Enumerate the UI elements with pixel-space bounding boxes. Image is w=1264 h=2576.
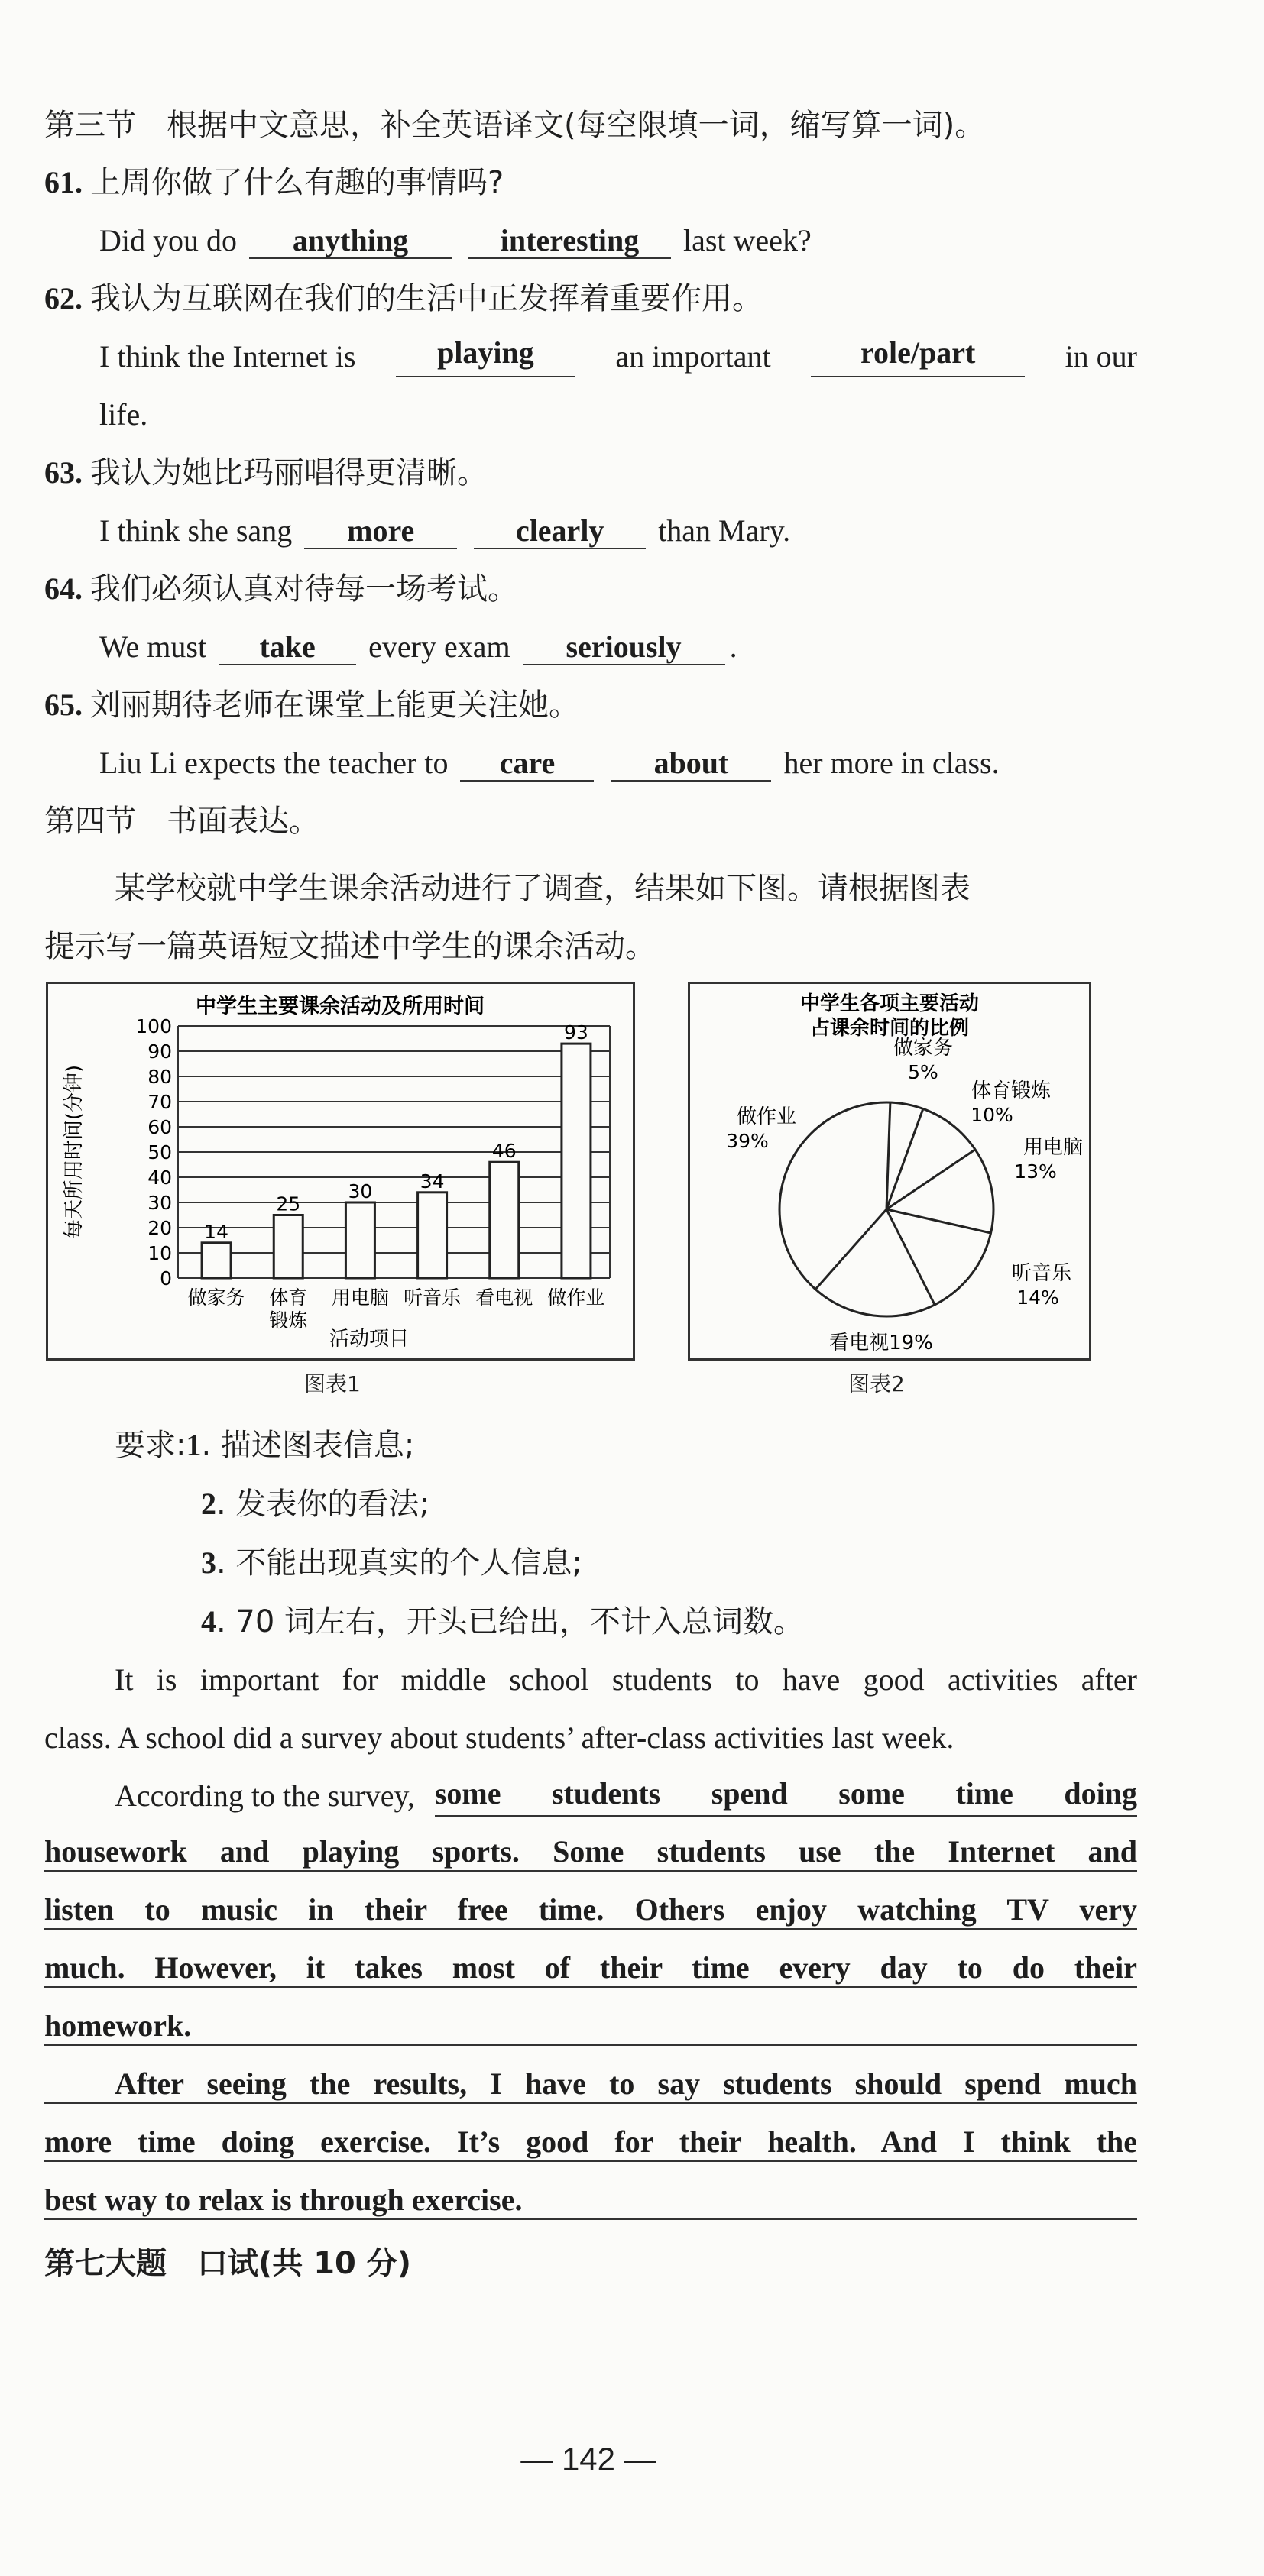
pie-title-line2: 占课余时间的比例 (809, 1017, 970, 1040)
q63-english: I think she sang more clearly than Mary. (99, 513, 791, 548)
chart2-caption: 图表2 (848, 1371, 905, 1396)
pie-percent: 5% (908, 1061, 938, 1083)
pie-slice-看电视 (886, 1209, 935, 1305)
pie-label: 做家务 (893, 1037, 954, 1060)
essay-answer-line1[interactable]: some students spend some time doing (435, 1775, 1137, 1817)
bar-value-label: 30 (348, 1180, 373, 1202)
x-tick-label: 做作业 (547, 1286, 605, 1309)
pie-title-line1: 中学生各项主要活动 (799, 992, 980, 1015)
bar-用电脑 (345, 1202, 374, 1278)
bar-做作业 (562, 1044, 591, 1278)
essay-given-line1: It is important for middle school students to have good activities after (115, 1662, 1137, 1697)
chart1-caption: 图表1 (304, 1371, 361, 1396)
y-tick-label: 30 (147, 1192, 172, 1214)
section4-heading: 第四节 书面表达。 (44, 804, 319, 839)
bar-value-label: 14 (204, 1220, 228, 1243)
bar-value-label: 25 (276, 1193, 301, 1215)
bar-chart-title: 中学生主要课余活动及所用时间 (196, 995, 485, 1018)
pie-slice-用电脑 (886, 1150, 975, 1209)
q61-chinese: 61. 上周你做了什么有趣的事情吗? (44, 165, 504, 200)
y-tick-label: 10 (147, 1242, 172, 1264)
pie-label-tv: 看电视19% (829, 1332, 933, 1354)
pie-chart (690, 984, 1089, 1358)
y-tick-label: 70 (147, 1091, 172, 1113)
pie-label: 听音乐 (1011, 1262, 1072, 1285)
x-tick-label: 做家务 (187, 1286, 245, 1309)
q62-chinese: 62. 我认为互联网在我们的生活中正发挥着重要作用。 (44, 281, 763, 316)
q62-answer-2[interactable]: role/part (811, 336, 1025, 377)
q63-answer-1[interactable]: more (304, 514, 457, 549)
essay-given-line2: class. A school did a survey about students’ after-class activities last week. (44, 1720, 954, 1755)
q61-english: Did you do anything interesting last week? (99, 223, 812, 257)
pie-percent: 10% (971, 1104, 1013, 1126)
requirement-4: 4. 70 词左右，开头已给出，不计入总词数。 (201, 1604, 805, 1639)
x-axis-label: 活动项目 (329, 1328, 410, 1351)
q62-answer-1[interactable]: playing (396, 336, 575, 377)
section4-prompt-line1: 某学校就中学生课余活动进行了调查，结果如下图。请根据图表 (115, 871, 971, 906)
section4-prompt-line2: 提示写一篇英语短文描述中学生的课余活动。 (44, 929, 656, 964)
bar-看电视 (490, 1162, 519, 1278)
essay-answer-line8[interactable]: best way to relax is through exercise. (44, 2182, 1137, 2220)
q64-english: We must take every exam seriously . (99, 629, 737, 664)
pie-percent: 14% (1016, 1286, 1059, 1309)
pie-percent: 13% (1014, 1160, 1057, 1183)
x-tick-label: 体育 (269, 1286, 308, 1309)
pie-percent: 39% (726, 1130, 769, 1152)
y-tick-label: 80 (147, 1066, 172, 1088)
y-tick-label: 20 (147, 1217, 172, 1239)
x-tick-label: 锻炼 (269, 1309, 308, 1332)
q63-answer-2[interactable]: clearly (474, 514, 646, 549)
requirement-2: 2. 发表你的看法; (201, 1487, 429, 1522)
bar-听音乐 (418, 1193, 447, 1278)
y-tick-label: 50 (147, 1141, 172, 1163)
pie-label: 做作业 (736, 1105, 797, 1128)
pie-slice-体育锻炼 (886, 1108, 923, 1209)
q65-answer-2[interactable]: about (611, 746, 771, 782)
q61-answer-1[interactable]: anything (249, 224, 452, 259)
x-tick-label: 听音乐 (404, 1286, 462, 1309)
section3-heading: 第三节 根据中文意思，补全英语译文(每空限填一词，缩写算一词)。 (44, 108, 986, 143)
essay-answer-line6[interactable]: After seeing the results, I have to say students should spend much (44, 2066, 1137, 2104)
y-tick-label: 90 (147, 1040, 172, 1063)
q63-chinese: 63. 我认为她比玛丽唱得更清晰。 (44, 455, 488, 490)
pie-chart-frame (688, 982, 1091, 1361)
q64-chinese: 64. 我们必须认真对待每一场考试。 (44, 571, 518, 607)
section7-heading: 第七大题 口试(共 10 分) (44, 2246, 412, 2281)
y-tick-label: 100 (135, 1015, 172, 1037)
y-tick-label: 0 (160, 1267, 172, 1290)
q64-answer-1[interactable]: take (219, 630, 356, 665)
pie-slice-做家务 (886, 1102, 890, 1209)
pie-slice-听音乐 (886, 1209, 991, 1233)
q65-answer-1[interactable]: care (460, 746, 594, 782)
bar-chart (48, 984, 633, 1358)
x-tick-label: 用电脑 (331, 1286, 389, 1309)
q65-english: Liu Li expects the teacher to care about her more in class. (99, 746, 1000, 780)
q65-chinese: 65. 刘丽期待老师在课堂上能更关注她。 (44, 688, 579, 723)
q61-answer-2[interactable]: interesting (468, 224, 671, 259)
essay-answer-line7[interactable]: more time doing exercise. It’s good for their health. And I think the (44, 2124, 1137, 2162)
bar-value-label: 93 (564, 1021, 588, 1044)
bar-value-label: 34 (420, 1170, 445, 1193)
x-tick-label: 看电视 (475, 1286, 533, 1309)
q62-english-cont: life. (99, 397, 148, 432)
pie-slice-做作业 (815, 1209, 886, 1290)
charts-area (46, 982, 1093, 1406)
bar-做家务 (202, 1243, 231, 1278)
bar-value-label: 46 (491, 1140, 517, 1163)
essay-answer-line2[interactable]: housework and playing sports. Some students use the Internet and (44, 1833, 1137, 1872)
y-tick-label: 60 (147, 1116, 172, 1138)
essay-answer-line4[interactable]: much. However, it takes most of their time every day to do their (44, 1950, 1137, 1988)
bar-体育锻炼 (274, 1215, 303, 1279)
requirement-1: 要求:1. 描述图表信息; (115, 1428, 415, 1463)
essay-line-1: According to the survey, some students spend some time doing (115, 1775, 1137, 1817)
pie-label: 体育锻炼 (971, 1079, 1052, 1102)
essay-answer-line5[interactable]: homework. (44, 2008, 1137, 2046)
y-tick-label: 40 (147, 1167, 172, 1189)
q64-answer-2[interactable]: seriously (523, 630, 725, 665)
bar-chart-frame (46, 982, 635, 1361)
q62-english: I think the Internet is playing an important role/part in our (99, 336, 1137, 377)
y-axis-label: 每天所用时间(分钟) (63, 1064, 86, 1240)
requirement-3: 3. 不能出现真实的个人信息; (201, 1545, 582, 1581)
essay-answer-line3[interactable]: listen to music in their free time. Others enjoy watching TV very (44, 1892, 1137, 1930)
pie-label: 用电脑 (1023, 1136, 1084, 1159)
page-number: — 142 — (520, 2441, 656, 2477)
